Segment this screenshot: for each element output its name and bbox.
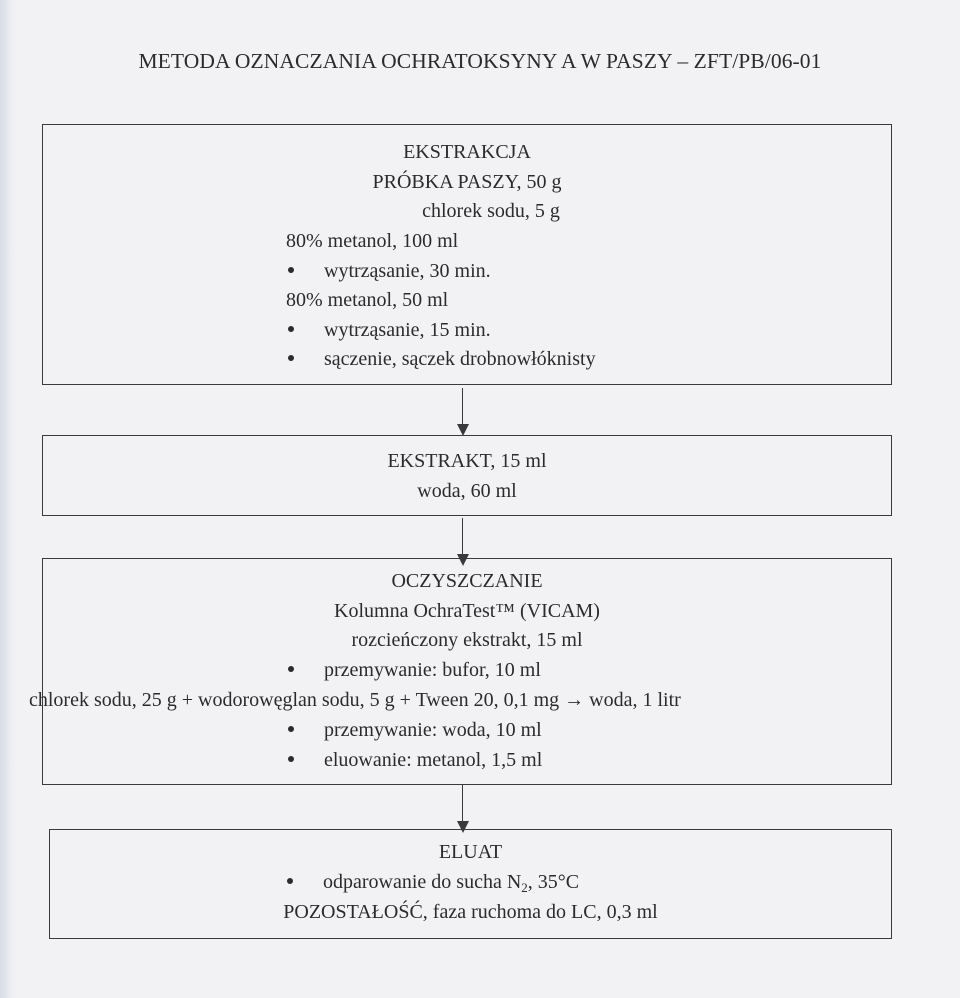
water-text: woda, 60 ml: [417, 480, 517, 502]
bullet-icon: [288, 355, 294, 361]
document-title: METODA OZNACZANIA OCHRATOKSYNY A W PASZY – ZFT/PB/06-01: [138, 49, 822, 73]
scan-edge: [0, 0, 16, 998]
bullet-icon: [287, 878, 293, 884]
residue-text: POZOSTAŁOŚĆ, faza ruchoma do LC, 0,3 ml: [283, 901, 658, 923]
extraction-box: [42, 124, 892, 385]
step-label: przemywanie: woda, 10 ml: [324, 719, 542, 741]
sample-text: PRÓBKA PASZY, 50 g: [372, 171, 562, 193]
eluate-box: [49, 829, 892, 939]
step-label-suffix: , 35°C: [527, 871, 580, 893]
extract-heading: EKSTRAKT, 15 ml: [387, 450, 547, 472]
bullet-icon: [288, 756, 294, 762]
bullet-icon: [288, 326, 294, 332]
methanol-100-text: 80% metanol, 100 ml: [286, 230, 459, 252]
shaking-15-step: [288, 315, 491, 346]
bullet-icon: [288, 267, 294, 273]
filtering-step: [288, 344, 596, 375]
down-arrow-icon: [455, 388, 471, 436]
step-label: wytrząsanie, 15 min.: [324, 319, 491, 341]
subscript: 2: [521, 880, 528, 895]
diluted-extract-text: rozcieńczony ekstrakt, 15 ml: [351, 629, 583, 651]
salt-text: chlorek sodu, 5 g: [422, 200, 560, 222]
bullet-icon: [288, 666, 294, 672]
extraction-heading: EKSTRAKCJA: [403, 141, 531, 163]
step-label: wytrząsanie, 30 min.: [324, 260, 491, 282]
extract-box: [42, 435, 892, 516]
shaking-30-step: [288, 256, 491, 287]
wash-buffer-step: [288, 655, 541, 686]
step-label: sączenie, sączek drobnowłóknisty: [324, 348, 596, 370]
down-arrow-icon: [455, 785, 471, 833]
methanol-50-text: 80% metanol, 50 ml: [286, 289, 449, 311]
evaporation-step: [287, 867, 579, 898]
bullet-icon: [288, 726, 294, 732]
step-label: przemywanie: bufor, 10 ml: [324, 659, 541, 681]
purification-heading: OCZYSZCZANIE: [391, 570, 543, 592]
purification-box: [29, 558, 892, 785]
column-text: Kolumna OchraTest™ (VICAM): [334, 600, 600, 622]
elution-step: [288, 745, 542, 776]
step-label-prefix: odparowanie do sucha N: [323, 871, 522, 893]
buffer-composition-text: chlorek sodu, 25 g + wodorowęglan sodu, 5 g + Tween 20, 0,1 mg → woda, 1 litr: [29, 689, 681, 711]
wash-water-step: [288, 715, 542, 746]
eluate-heading: ELUAT: [438, 841, 503, 863]
step-label: eluowanie: metanol, 1,5 ml: [324, 749, 543, 771]
